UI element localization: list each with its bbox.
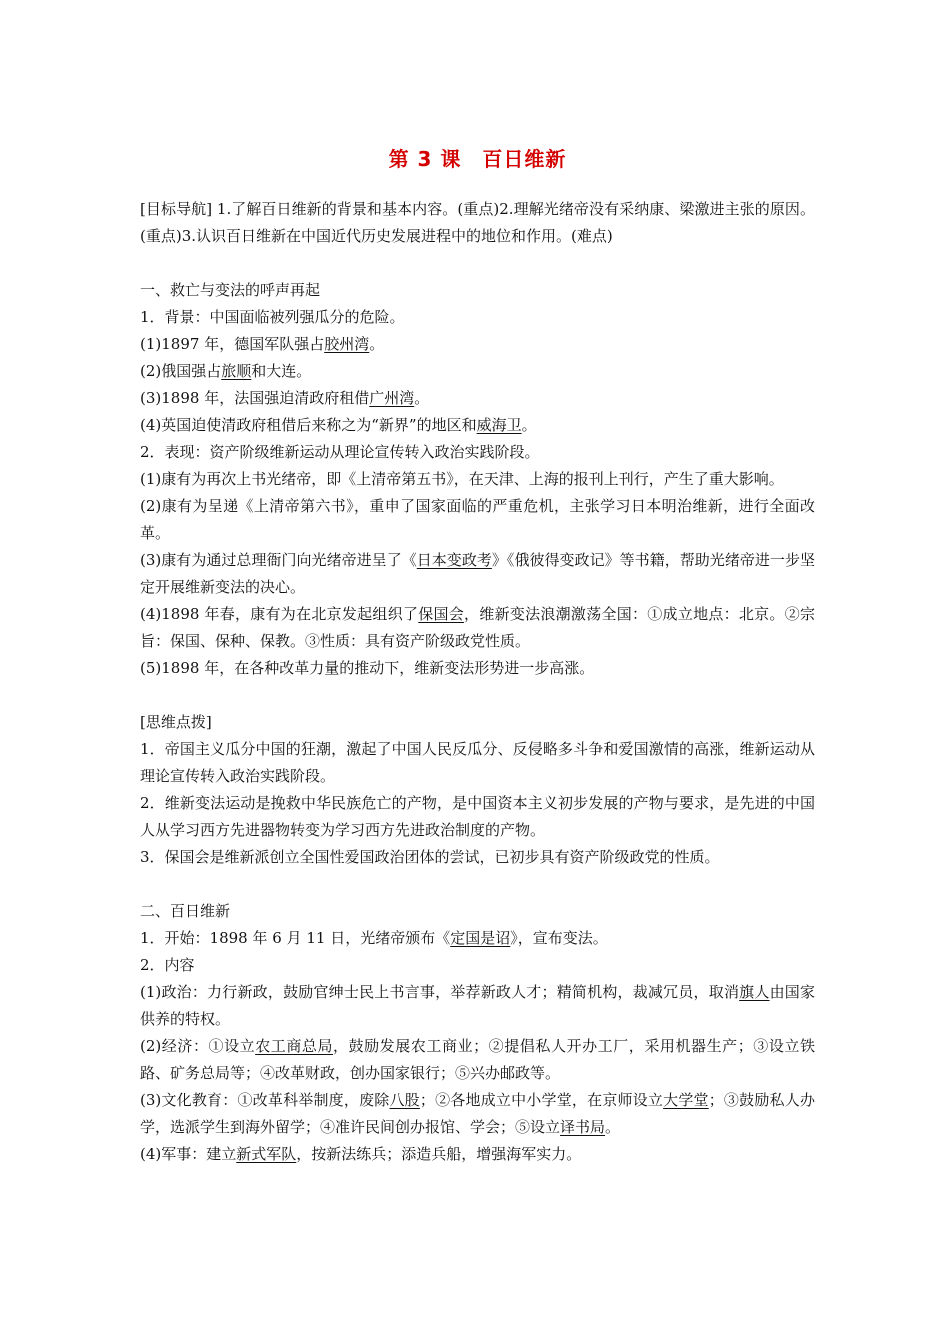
underlined-term: 旅顺: [221, 362, 252, 380]
section-heading: 一、救亡与变法的呼声再起: [140, 281, 321, 299]
section-heading: 二、百日维新: [140, 902, 231, 920]
start-item: 1．开始：1898 年 6 月 11 日，光绪帝颁布《定国是诏》，宣布变法。: [140, 929, 608, 947]
goal-text: 1.了解百日维新的背景和基本内容。(重点)2.理解光绪帝没有采纳康、梁激进主张的原因。(重点)3.认识百日维新在中国近代历史发展进程中的地位和作用。(难点): [140, 200, 815, 245]
manifestation-sub-item: (1)康有为再次上书光绪帝，即《上清帝第五书》，在天津、上海的报刊上刊行，产生了重大影响。: [140, 470, 784, 488]
background-item: 1．背景：中国面临被列强瓜分的危险。: [140, 308, 405, 326]
underlined-term: 威海卫: [476, 416, 522, 434]
content-item: 2．内容: [140, 956, 195, 974]
underlined-term: 定国是诏: [450, 929, 511, 947]
background-sub-item: (2)俄国强占旅顺和大连。: [140, 362, 312, 380]
manifestation-sub-item: (3)康有为通过总理衙门向光绪帝进呈了《日本变政考》《俄彼得变政记》等书籍，帮助光绪帝进一步坚定开展维新变法的决心。: [140, 551, 815, 596]
content-sub-item: (2)经济：①设立农工商总局，鼓励发展农工商业；②提倡私人开办工厂，采用机器生产；③设立铁路、矿务总局等；④改革财政，创办国家银行；⑤兴办邮政等。: [140, 1037, 815, 1082]
underlined-term: 八股: [389, 1091, 420, 1109]
thinking-item: 3．保国会是维新派创立全国性爱国政治团体的尝试，已初步具有资产阶级政党的性质。: [140, 848, 720, 866]
underlined-term: 农工商总局: [255, 1037, 334, 1055]
underlined-term: 旗人: [739, 983, 770, 1001]
manifestation-sub-item: (4)1898 年春，康有为在北京发起组织了保国会，维新变法浪潮激荡全国：①成立地点：北京。②宗旨：保国、保种、保教。③性质：具有资产阶级政党性质。: [140, 605, 815, 650]
underlined-term: 胶州湾: [324, 335, 370, 353]
content-sub-item: (3)文化教育：①改革科举制度，废除八股；②各地成立中小学堂，在京师设立大学堂；③鼓励私人办学，选派学生到海外留学；④准许民间创办报馆、学会；⑤设立译书局。: [140, 1091, 815, 1136]
background-sub-item: (4)英国迫使清政府租借后来称之为“新界”的地区和威海卫。: [140, 416, 537, 434]
background-sub-item: (1)1897 年，德国军队强占胶州湾。: [140, 335, 385, 353]
content-sub-item: (1)政治：力行新政，鼓励官绅士民上书言事，举荐新政人才；精简机构，裁减冗员，取消旗人由国家供养的特权。: [140, 983, 815, 1028]
underlined-term: 保国会: [418, 605, 465, 623]
manifestation-sub-item: (2)康有为呈递《上清帝第六书》，重申了国家面临的严重危机，主张学习日本明治维新，进行全面改革。: [140, 497, 815, 542]
goal-label: [目标导航]: [140, 200, 213, 218]
background-sub-item: (3)1898 年，法国强迫清政府租借广州湾。: [140, 389, 430, 407]
content-sub-item: (4)军事：建立新式军队，按新法练兵；添造兵船，增强海军实力。: [140, 1145, 582, 1163]
manifestation-item: 2．表现：资产阶级维新运动从理论宣传转入政治实践阶段。: [140, 443, 540, 461]
learning-goals: [140, 196, 815, 250]
page-title: 第 3 课 百日维新: [388, 147, 567, 171]
thinking-item: 1．帝国主义瓜分中国的狂潮，激起了中国人民反瓜分、反侵略多斗争和爱国激情的高涨，维新运动从理论宣传转入政治实践阶段。: [140, 740, 815, 785]
underlined-term: 广州湾: [369, 389, 415, 407]
document-body: [140, 196, 815, 1168]
underlined-term: 大学堂: [663, 1091, 709, 1109]
underlined-term: 译书局: [560, 1118, 606, 1136]
manifestation-sub-item: (5)1898 年，在各种改革力量的推动下，维新变法形势进一步高涨。: [140, 659, 595, 677]
thinking-item: 2．维新变法运动是挽救中华民族危亡的产物，是中国资本主义初步发展的产物与要求，是先进的中国人从学习西方先进器物转变为学习西方先进政治制度的产物。: [140, 794, 815, 839]
underlined-term: 日本变政考: [416, 551, 492, 569]
thinking-label: [思维点拨]: [140, 713, 212, 731]
underlined-term: 新式军队: [236, 1145, 297, 1163]
